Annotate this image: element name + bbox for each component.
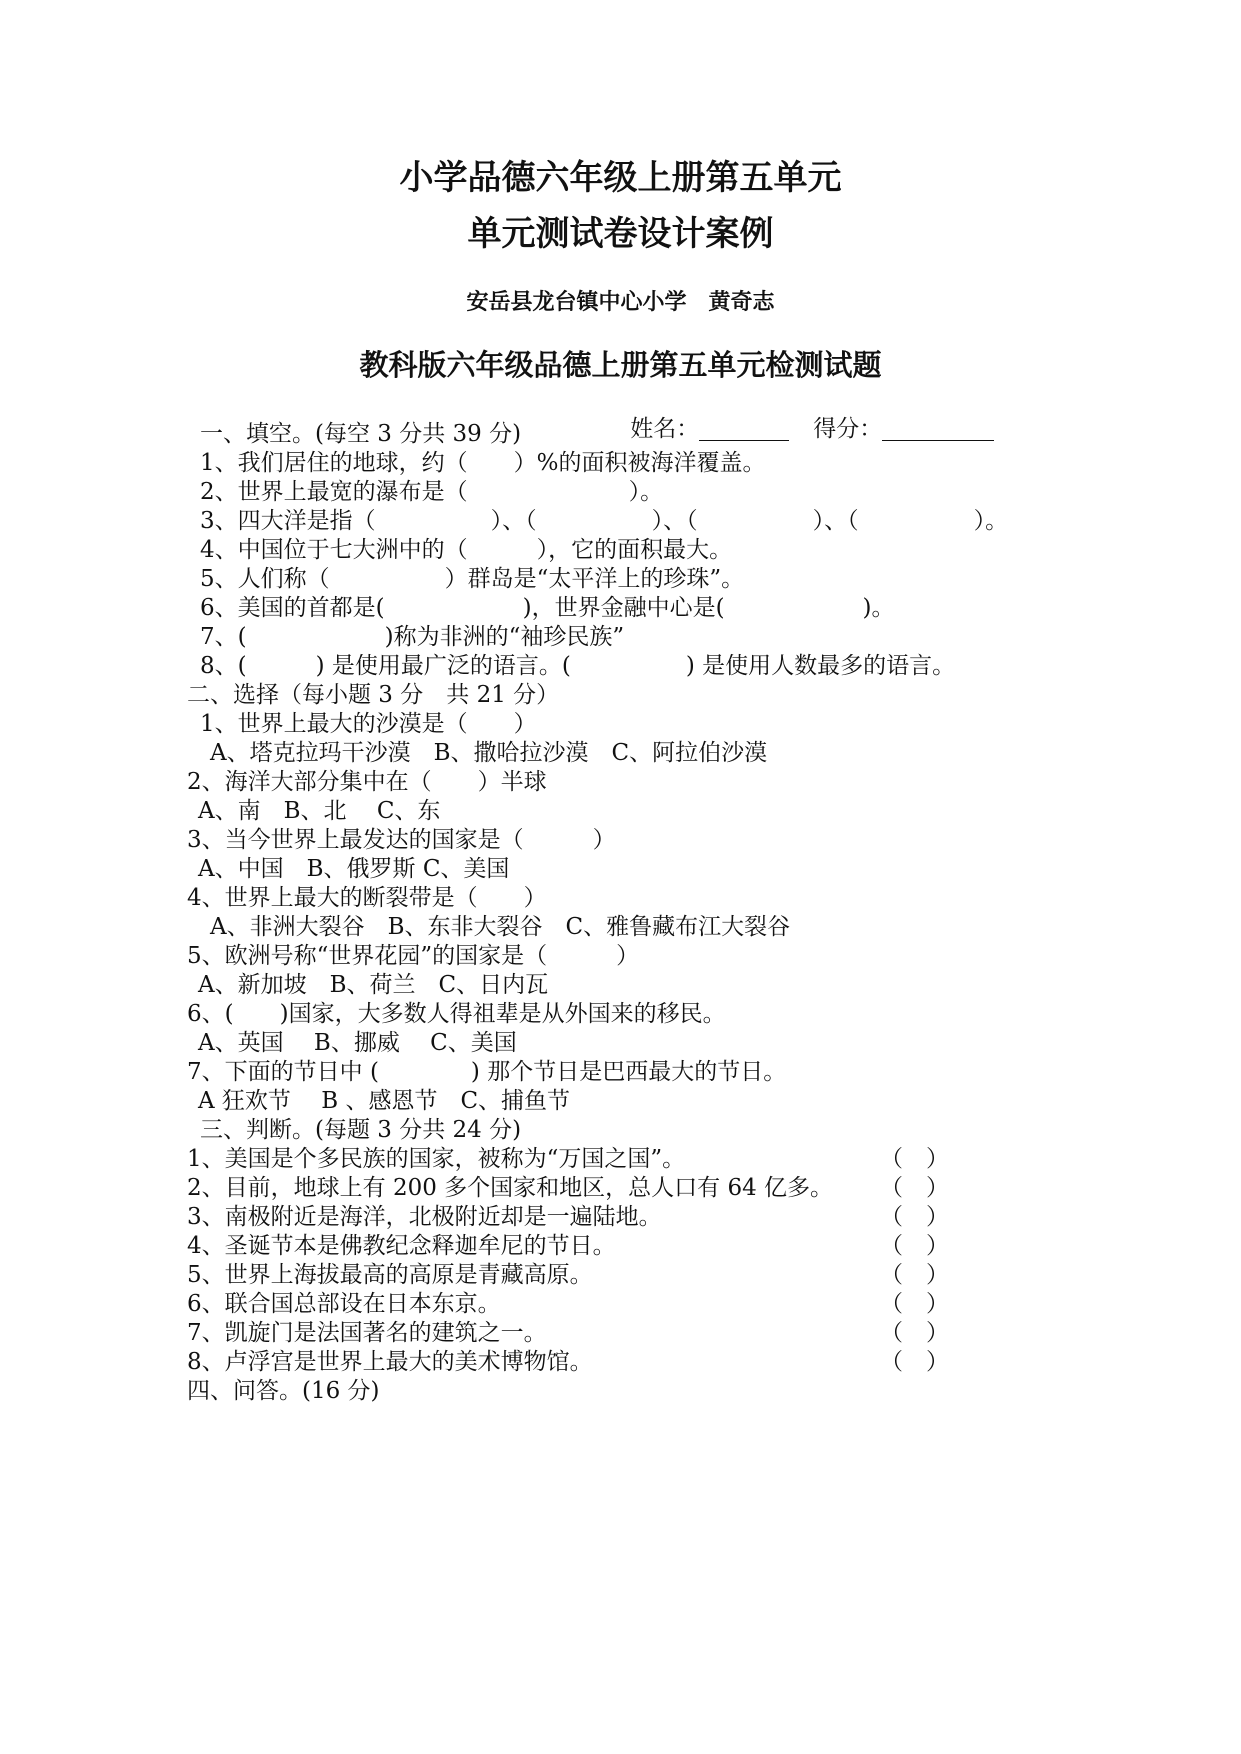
judge-item-5: 5、世界上海拔最高的高原是青藏高原。 xyxy=(187,1262,593,1288)
choice-options-5: A、新加坡 B、荷兰 C、日内瓦 xyxy=(198,972,549,998)
score-blank xyxy=(882,416,994,441)
judge-answer-paren: （ ） xyxy=(880,1233,949,1259)
judge-answer-paren: （ ） xyxy=(880,1320,949,1346)
section3-heading: 三、判断。(每题 3 分共 24 分) xyxy=(200,1117,522,1143)
choice-question-2: 2、海洋大部分集中在（ ）半球 xyxy=(187,769,547,795)
choice-question-7: 7、下面的节日中 ( ) 那个节日是巴西最大的节日。 xyxy=(187,1059,787,1085)
score-label: 得分： xyxy=(813,416,883,442)
fill-item-1: 1、我们居住的地球，约（ ）%的面积被海洋覆盖。 xyxy=(200,450,766,476)
fill-item-2: 2、世界上最宽的瀑布是（ ）。 xyxy=(200,479,664,505)
choice-options-6: A、英国 B、挪威 C、美国 xyxy=(198,1030,517,1056)
choice-options-7: A 狂欢节 B 、感恩节 C、捕鱼节 xyxy=(198,1088,571,1114)
section2-heading: 二、选择（每小题 3 分 共 21 分） xyxy=(187,682,560,708)
fill-item-6: 6、美国的首都是( )，世界金融中心是( )。 xyxy=(200,595,895,621)
fill-item-5: 5、人们称（ ）群岛是“太平洋上的珍珠”。 xyxy=(200,566,745,592)
choice-options-4: A、非洲大裂谷 B、东非大裂谷 C、雅鲁藏布江大裂谷 xyxy=(210,914,791,940)
choice-options-2: A、南 B、北 C、东 xyxy=(198,798,441,824)
judge-item-1: 1、美国是个多民族的国家，被称为“万国之国”。 xyxy=(187,1146,686,1172)
choice-question-3: 3、当今世界上最发达的国家是（ ） xyxy=(187,827,616,853)
judge-item-8: 8、卢浮宫是世界上最大的美术博物馆。 xyxy=(187,1349,593,1375)
choice-options-1: A、塔克拉玛干沙漠 B、撒哈拉沙漠 C、阿拉伯沙漠 xyxy=(210,740,768,766)
section1-heading: 一、填空。(每空 3 分共 39 分) xyxy=(200,421,522,447)
judge-item-4: 4、圣诞节本是佛教纪念释迦牟尼的节日。 xyxy=(187,1233,616,1259)
name-label: 姓名： xyxy=(630,416,700,442)
choice-question-4: 4、世界上最大的断裂带是（ ） xyxy=(187,885,547,911)
judge-answer-paren: （ ） xyxy=(880,1146,949,1172)
document-title-line2: 单元测试卷设计案例 xyxy=(467,214,774,254)
section4-heading: 四、问答。(16 分) xyxy=(187,1378,380,1404)
choice-question-1: 1、世界上最大的沙漠是（ ） xyxy=(200,711,537,737)
judge-answer-paren: （ ） xyxy=(880,1204,949,1230)
judge-answer-paren: （ ） xyxy=(880,1349,949,1375)
choice-question-5: 5、欧洲号称“世界花园”的国家是（ ） xyxy=(187,943,640,969)
judge-item-7: 7、凯旋门是法国著名的建筑之一。 xyxy=(187,1320,547,1346)
judge-item-3: 3、南极附近是海洋，北极附近却是一遍陆地。 xyxy=(187,1204,662,1230)
choice-question-6: 6、( )国家，大多数人得祖辈是从外国来的移民。 xyxy=(187,1001,726,1027)
document-title-line1: 小学品德六年级上册第五单元 xyxy=(399,158,842,198)
judge-answer-paren: （ ） xyxy=(880,1175,949,1201)
judge-answer-paren: （ ） xyxy=(880,1291,949,1317)
fill-item-7: 7、( )称为非洲的“袖珍民族” xyxy=(200,624,625,650)
judge-item-2: 2、目前，地球上有 200 多个国家和地区，总人口有 64 亿多。 xyxy=(187,1175,834,1201)
author-line: 安岳县龙台镇中心小学 黄奇志 xyxy=(466,290,775,315)
fill-item-8: 8、( ) 是使用最广泛的语言。( ) 是使用人数最多的语言。 xyxy=(200,653,956,679)
exam-title: 教科版六年级品德上册第五单元检测试题 xyxy=(359,348,882,382)
judge-answer-paren: （ ） xyxy=(880,1262,949,1288)
fill-item-3: 3、四大洋是指（ ）、（ ）、（ ）、（ ）。 xyxy=(200,508,1009,534)
choice-options-3: A、中国 B、俄罗斯 C、美国 xyxy=(198,856,510,882)
judge-item-6: 6、联合国总部设在日本东京。 xyxy=(187,1291,501,1317)
name-blank xyxy=(699,416,789,441)
fill-item-4: 4、中国位于七大洲中的（ ），它的面积最大。 xyxy=(200,537,733,563)
